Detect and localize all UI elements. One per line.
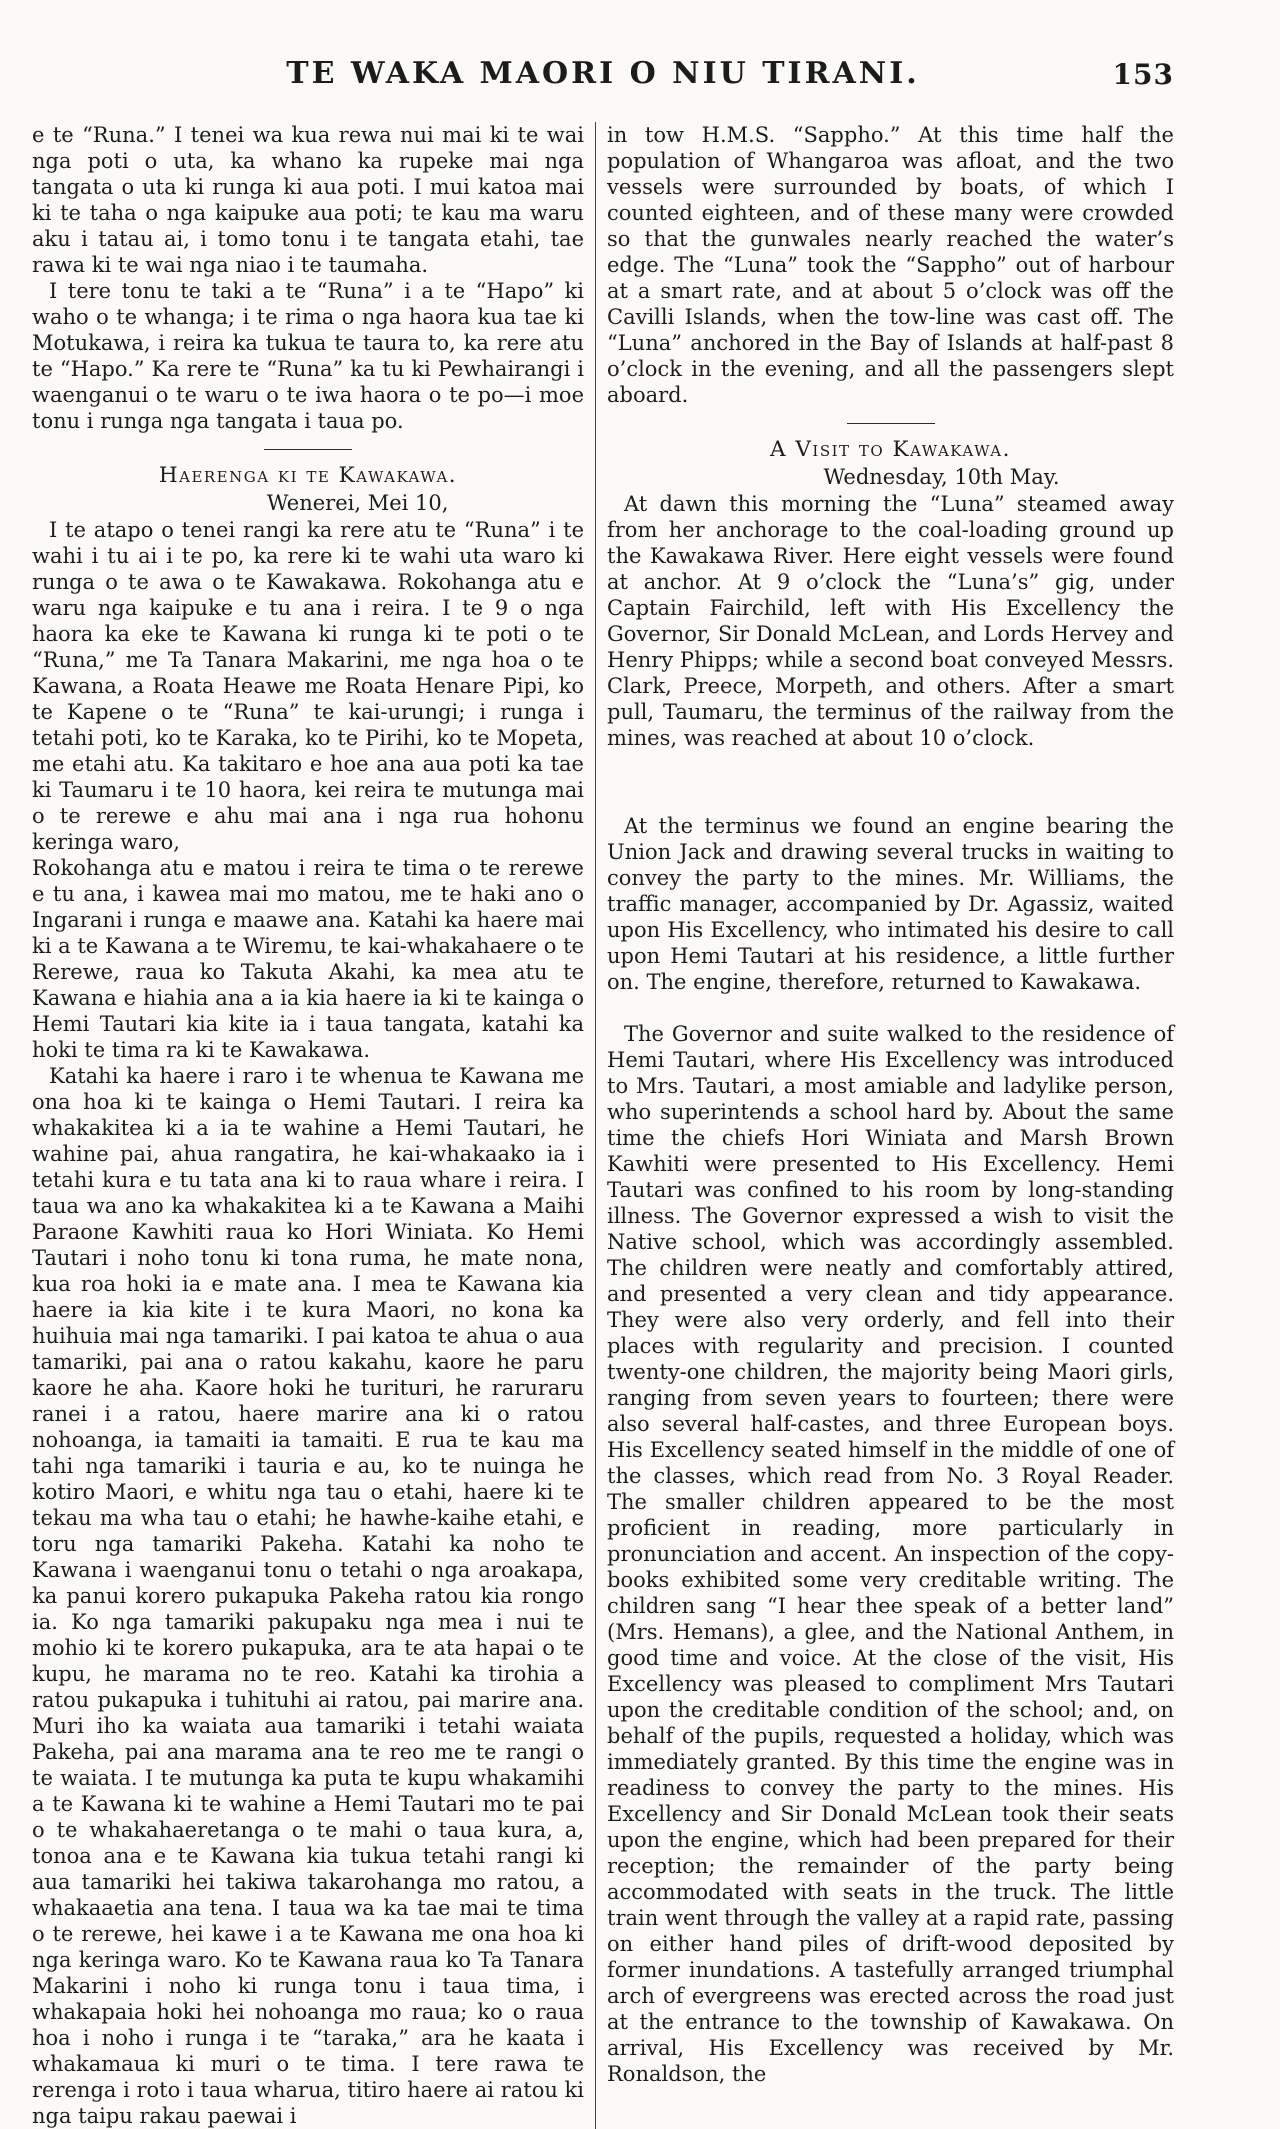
newspaper-title: TE WAKA MAORI O NIU TIRANI. (286, 56, 920, 91)
paragraph-english-2: At the terminus we found an engine bearing the Union Jack and drawing several trucks in waiting to convey the party to the mines. Mr. Williams, the traffic manager, accompanied by Dr. Agassiz, waited upon His Excellency, who intimated his desire to call upon Hemi Tautari at his residence, a little further on. The engine, therefore, returned to Kawakawa. (607, 814, 1174, 994)
dateline-english: Wednesday, 10th May. (823, 465, 1060, 489)
section-divider-rule (847, 423, 935, 424)
section-heading-maori: Haerenga ki te Kawakawa. (158, 463, 458, 488)
paragraph-maori-continuation-2: I tere tonu te taki a te “Runa” i a te “Hapo” ki waho o te whanga; i te rima o nga haora kua tae ki Motukawa, i reira ka tukua te taura to, ka rere atu te “Hapo.” Ka rere te “Runa” ka tu ki Pewhairangi i waenganui o te waru o te iwa haora o te po—i moe tonu i runga nga tangata i taua po. (32, 279, 584, 433)
masthead (32, 56, 1174, 96)
right-column (607, 122, 1174, 2129)
column-divider (595, 122, 596, 2129)
dateline-maori: Wenerei, Mei 10, (266, 491, 449, 515)
paragraph-english-continuation-1: in tow H.M.S. “Sappho.” At this time half the population of Whangaroa was afloat, and the two vessels were surrounded by boats, of which I counted eighteen, and of these many were crowded so that the gunwales nearly reached the water’s edge. The “Luna” took the “Sappho” out of harbour at a smart rate, and at about 5 o’clock was off the Cavilli Islands, when the tow-line was cast off. The “Luna” anchored in the Bay of Islands at half-past 8 o’clock in the evening, and all the passengers slept aboard. (607, 123, 1174, 407)
section-divider-rule (264, 449, 352, 450)
paragraph-maori-3: Katahi ka haere i raro i te whenua te Kawana me ona hoa ki te kainga o Hemi Tautari. I reira ka whakakitea ki a ia te wahine a Hemi Tautari, he wahine pai, ahua rangatira, he kai-whakaako ia i tetahi kura e tu tata ana ki to raua whare i reira. I taua wa ano ka whakakitea ki a te Kawana a Maihi Paraone Kawhiti raua ko Hori Winiata. Ko Hemi Tautari i noho tonu ki tona ruma, he mate nona, kua roa hoki ia e mate ana. I mea te Kawana kia haere ia kia kite i te kura Maori, no kona ka huihuia mai nga tamariki. I pai katoa te ahua o aua tamariki, pai ana o ratou kakahu, kaore he paru kaore he aha. Kaore hoki he turituri, he raruraru ranei i a ratou, haere marire ana ki o ratou nohoanga, ia tamaiti ia tamaiti. E rua te kau ma tahi nga tamariki i tauria e au, ko te nuinga he kotiro Maori, e whitu nga tau o etahi, haere ki te tekau ma wha tau o etahi; he hawhe-kaihe etahi, e toru nga tamariki Pakeha. Katahi ka noho te Kawana i waenganui tonu o tetahi o nga aroakapa, ka panui korero pukapuka Pakeha ratou kia rongo ia. Ko nga tamariki pakupaku nga mea i nui te mohio ki te korero pukapuka, ara te ata hapai o te kupu, he marama no te reo. Katahi ka tirohia a ratou pukapuka i tuhituhi ai ratou, pai marire ana. Muri iho ka waiata aua tamariki i tetahi waiata Pakeha, pai ana marama ana te reo me te rangi o te waiata. I te mutunga ka puta te kupu whakamihi a te Kawana ki te wahine a Hemi Tautari mo te pai o te whakahaeretanga o te mahi o taua kura, a, tonoa ana e te Kawana kia tukua tetahi rangi ki aua tamariki hei takiwa takarohanga mo ratou, a whakaaetia ana tena. I taua wa ka tae mai te tima o te rerewe, hei kawe i a te Kawana me ona hoa ki nga keringa waro. Ko te Kawana raua ko Ta Tanara Makarini i noho ki runga tonu i taua tima, i whakapaia hoki hei nohoanga mo raua; ko o raua hoa i noho i runga i te “taraka,” ara he kaata i whakamaua ki muri o te tima. I tere rawa te rerenga i roto i taua wharua, titiro haere ai ratou ki nga taipu rakau paewai i (32, 1064, 584, 2128)
section-heading-english: A Visit to Kawakawa. (770, 437, 1011, 462)
paragraph-maori-1: I te atapo o tenei rangi ka rere atu te “Runa” i te wahi i tu ai i te po, ka rere ki te wahi uta waro ki runga o te awa o te Kawakawa. Rokohanga atu e waru nga kaipuke e tu ana i reira. I te 9 o nga haora ka eke te Kawana ki runga ki te poti o te “Runa,” me Ta Tanara Makarini, me nga hoa o te Kawana, a Roata Heawe me Roata Henare Pipi, ko te Kapene o te “Runa” te kai-urungi; i runga i tetahi poti, ko te Karaka, ko te Pirihi, ko te Mopeta, me etahi atu. Ka takitaro e hoe ana aua poti ka tae ki Taumaru i te 10 haora, kei reira te mutunga mai o te rerewe e ahu mai ana i nga rua hohonu keringa waro, (32, 518, 584, 854)
page-number: 153 (1112, 58, 1174, 91)
paragraph-english-1: At dawn this morning the “Luna” steamed away from her anchorage to the coal-loading ground up the Kawakawa River. Here eight vessels were found at anchor. At 9 o’clock the “Luna’s” gig, under Captain Fairchild, left with His Excellency the Governor, Sir Donald McLean, and Lords Hervey and Henry Phipps; while a second boat conveyed Messrs. Clark, Preece, Morpeth, and others. After a smart pull, Taumaru, the terminus of the railway from the mines, was reached at about 10 o’clock. (607, 492, 1174, 750)
paragraph-english-3: The Governor and suite walked to the residence of Hemi Tautari, where His Excellency was introduced to Mrs. Tautari, a most amiable and ladylike person, who superintends a school hard by. About the same time the chiefs Hori Winiata and Marsh Brown Kawhiti were presented to His Excellency. Hemi Tautari was confined to his room by long-standing illness. The Governor expressed a wish to visit the Native school, which was accordingly assembled. The children were neatly and comfortably attired, and presented a very clean and tidy appearance. They were also very orderly, and fell into their places with regularity and precision. I counted twenty-one children, the majority being Maori girls, ranging from seven years to fourteen; there were also several half-castes, and three European boys. His Excellency seated himself in the middle of one of the classes, which read from No. 3 Royal Reader. The smaller children appeared to be the most proficient in reading, more particularly in pronunciation and accent. An inspection of the copy-books exhibited some very creditable writing. The children sang “I hear thee speak of a better land” (Mrs. Hemans), a glee, and the National Anthem, in good time and voice. At the close of the visit, His Excellency was pleased to compliment Mrs Tautari upon the creditable condition of the school; and, on behalf of the pupils, requested a holiday, which was immediately granted. By this time the engine was in readiness to convey the party to the mines. His Excellency and Sir Donald McLean took their seats upon the engine, which had been prepared for their reception; the remainder of the party being accommodated with seats in the truck. The little train went through the valley at a rapid rate, passing on either hand piles of drift-wood deposited by former inundations. A tastefully arranged triumphal arch of evergreens was erected across the road just at the entrance to the township of Kawakawa. On arrival, His Excellency was received by Mr. Ronaldson, the (607, 1022, 1174, 2086)
columns-container (32, 122, 1174, 2129)
paragraph-maori-2: Rokohanga atu e matou i reira te tima o te rerewe e tu ana, i kawea mai mo matou, me te haki ano o Ingarani i runga e maawe ana. Katahi ka haere mai ki a te Kawana a te Wiremu, te kai-whakahaere o te Rerewe, raua ko Takuta Akahi, ka mea atu te Kawana e hiahia ana a ia kia haere ia ki te kainga o Hemi Tautari kia kite ia i taua tangata, katahi ka hoki te tima ra ki te Kawakawa. (32, 856, 584, 1062)
paragraph-maori-continuation-1: e te “Runa.” I tenei wa kua rewa nui mai ki te wai nga poti o uta, ka whano ka rupeke mai nga tangata o uta ki runga ki aua poti. I mui katoa mai ki te taha o nga kaipuke aua poti; te kau ma waru aku i tatau ai, i tomo tonu i te tangata etahi, tae rawa ki te wai nga niao i te taumaha. (32, 123, 584, 277)
left-column (32, 122, 584, 2129)
